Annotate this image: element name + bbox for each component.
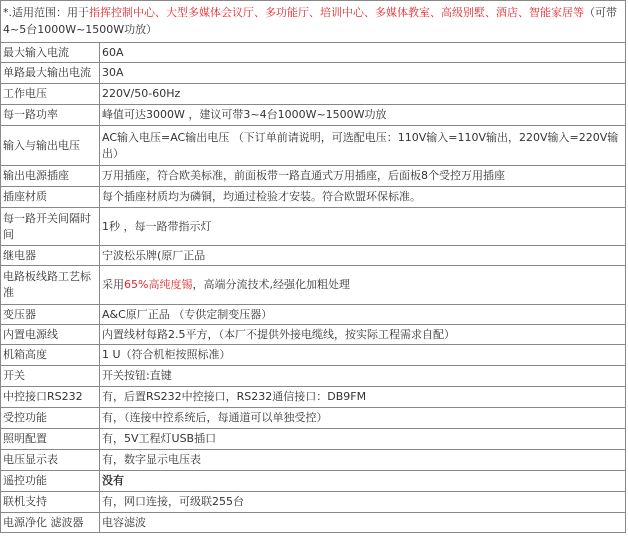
spec-value: 有，后置RS232中控接口，RS232通信接口：DB9FM [100, 387, 626, 408]
spec-value: A&C原厂正品 （专供定制变压器） [100, 305, 626, 325]
spec-value: 有，5V工程灯USB插口 [100, 429, 626, 450]
table-row [1, 387, 626, 408]
spec-label: 联机支持 [1, 492, 100, 513]
spec-label: 变压器 [1, 305, 100, 325]
applicable-scope-text [0, 0, 626, 42]
spec-value: 每个插座材质均为磷铜，均通过检验才安装。符合欧盟环保标准。 [100, 187, 626, 208]
spec-value-highlight: 65%高纯度锡 [124, 278, 193, 291]
table-row [1, 366, 626, 387]
table-row [1, 246, 626, 266]
table-row [1, 325, 626, 345]
table-row [1, 166, 626, 187]
scope-prefix: *.适用范围：用于 [3, 6, 89, 19]
spec-label: 单路最大输出电流 [1, 63, 100, 84]
scope-highlight: 指挥控制中心、大型多媒体会议厅、多功能厅、培训中心、多媒体教室、高级别墅、酒店、智能家居等 [89, 6, 584, 19]
table-row [1, 43, 626, 63]
table-row [1, 492, 626, 513]
spec-label: 输出电源插座 [1, 166, 100, 187]
spec-label: 每一路功率 [1, 105, 100, 126]
spec-label: 受控功能 [1, 408, 100, 429]
table-row [1, 513, 626, 533]
spec-value: 30A [100, 63, 626, 84]
table-row [1, 471, 626, 492]
table-row [1, 266, 626, 305]
spec-value: 峰值可达3000W ，建议可带3~4台1000W~1500W功放 [100, 105, 626, 126]
spec-value: 1 U（符合机柜按照标准） [100, 345, 626, 366]
spec-value: AC输入电压=AC输出电压 （下订单前请说明，可选配电压：110V输入=110V输出，220V输入=220V输出） [100, 126, 626, 166]
table-row [1, 84, 626, 105]
table-row [1, 408, 626, 429]
table-row [1, 450, 626, 471]
spec-label: 最大输入电流 [1, 43, 100, 63]
spec-value: 开关按钮:直键 [100, 366, 626, 387]
table-row [1, 208, 626, 246]
spec-value-post: ，高端分流技术,经强化加粗处理 [192, 278, 350, 291]
table-row [1, 305, 626, 325]
spec-table [0, 42, 626, 533]
spec-label: 机箱高度 [1, 345, 100, 366]
spec-value: 电容滤波 [100, 513, 626, 533]
spec-value: 1秒 ，每一路带指示灯 [100, 208, 626, 246]
spec-value [100, 266, 626, 305]
table-row [1, 429, 626, 450]
spec-value: 220V/50-60Hz [100, 84, 626, 105]
spec-value: 没有 [100, 471, 626, 492]
spec-label: 中控接口RS232 [1, 387, 100, 408]
table-row [1, 187, 626, 208]
spec-value: 有，（连接中控系统后，每通道可以单独受控） [100, 408, 626, 429]
spec-label: 输入与输出电压 [1, 126, 100, 166]
spec-label: 继电器 [1, 246, 100, 266]
table-row [1, 126, 626, 166]
spec-value: 有，数字显示电压表 [100, 450, 626, 471]
spec-label: 电路板线路工艺标准 [1, 266, 100, 305]
spec-label: 插座材质 [1, 187, 100, 208]
spec-label: 每一路开关间隔时间 [1, 208, 100, 246]
spec-label: 内置电源线 [1, 325, 100, 345]
spec-label: 电压显示表 [1, 450, 100, 471]
table-row [1, 345, 626, 366]
spec-value: 内置线材每路2.5平方，（本厂不提供外接电缆线，按实际工程需求自配） [100, 325, 626, 345]
spec-label: 电源净化 滤波器 [1, 513, 100, 533]
spec-value: 宁波松乐牌(原厂正品 [100, 246, 626, 266]
scope-suffix: （可带4~5台1000W~1500W功放） [3, 6, 617, 36]
table-row [1, 105, 626, 126]
spec-label: 开关 [1, 366, 100, 387]
spec-value: 60A [100, 43, 626, 63]
spec-label: 照明配置 [1, 429, 100, 450]
table-row [1, 63, 626, 84]
spec-value: 万用插座，符合欧美标准，前面板带一路直通式万用插座，后面板8个受控万用插座 [100, 166, 626, 187]
spec-label: 工作电压 [1, 84, 100, 105]
spec-value: 有，网口连接，可级联255台 [100, 492, 626, 513]
spec-value-pre: 采用 [102, 278, 124, 291]
spec-label: 遥控功能 [1, 471, 100, 492]
